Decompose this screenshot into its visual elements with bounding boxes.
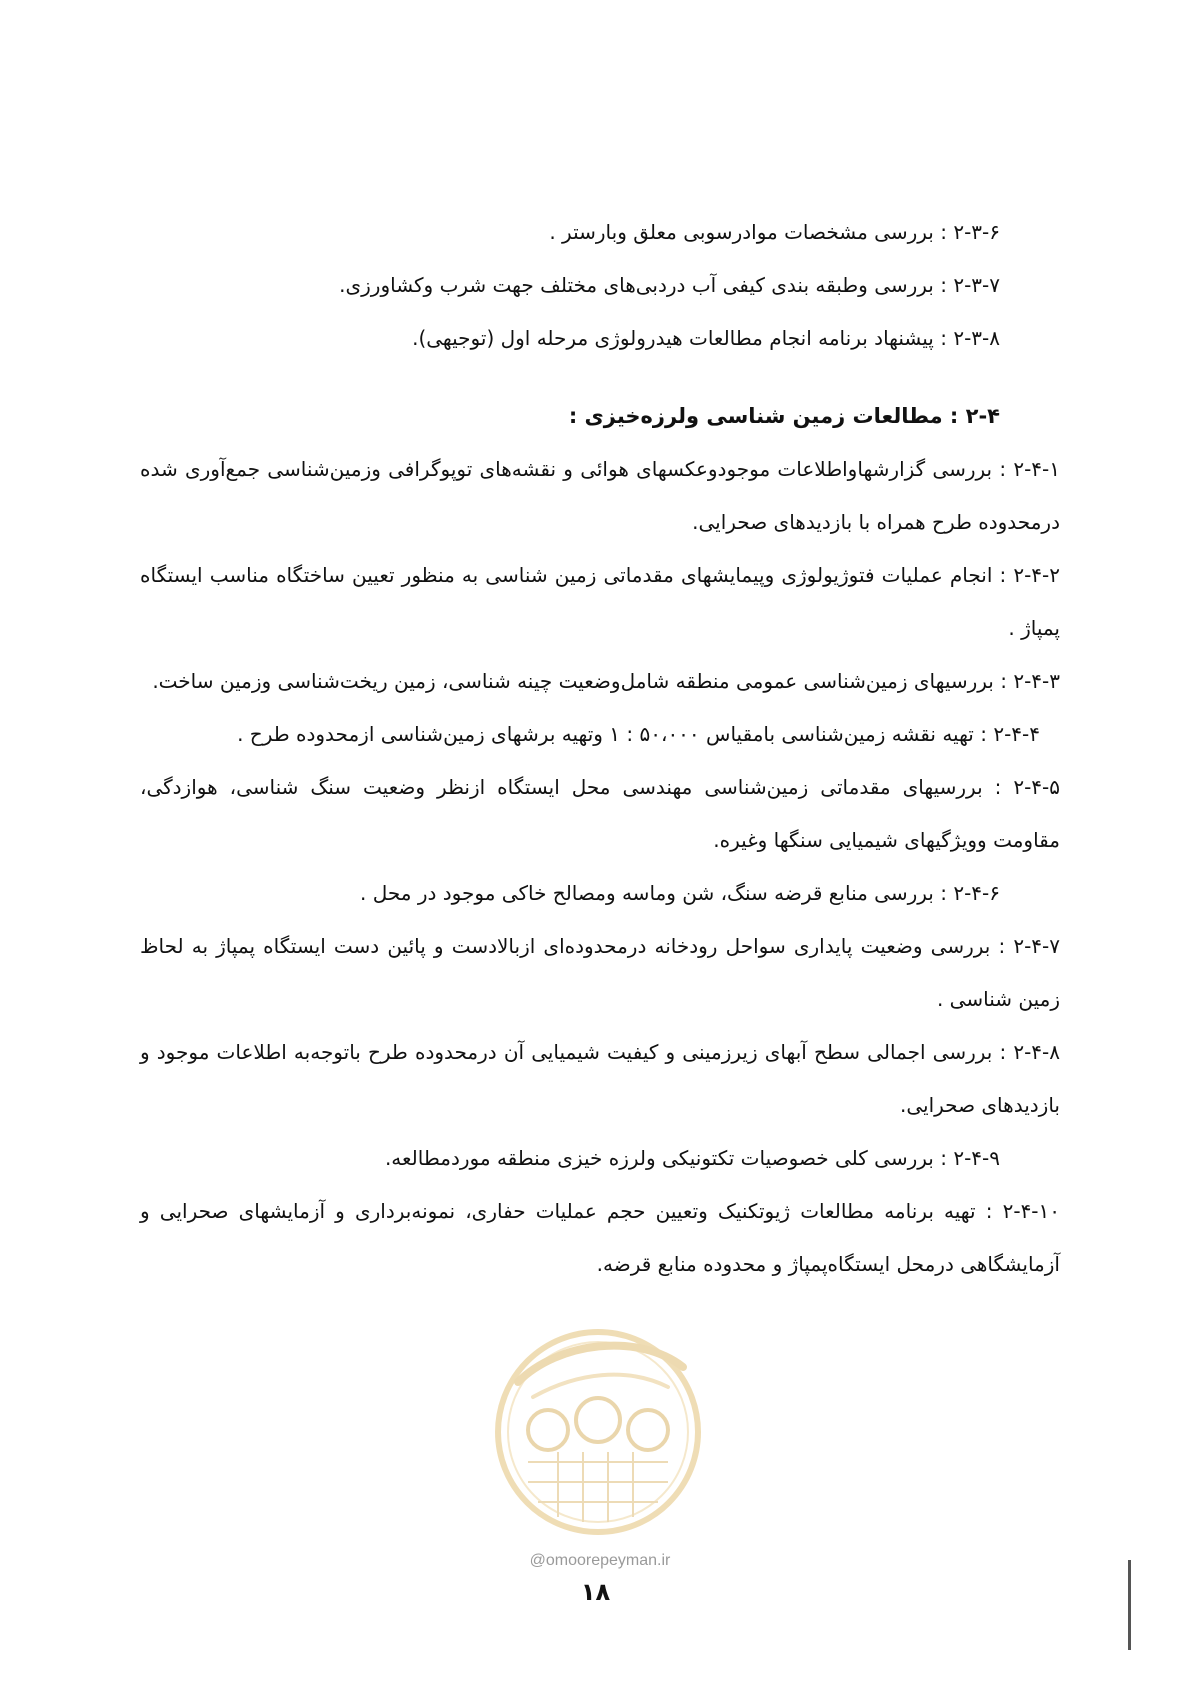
gear-icon [528, 1398, 668, 1450]
seal-grid [528, 1452, 668, 1522]
section-2-4 [140, 390, 1060, 1291]
item-number: ۲-۳-۶ [953, 220, 1000, 244]
list-item: ۲-۳-۷ : بررسی وطبقه بندی کیفی آب دردبی‌های مختلف جهت شرب وکشاورزی. [339, 273, 1000, 297]
heading-text: مطالعات زمین شناسی ولرزه‌خیزی : [568, 404, 943, 428]
section-heading: ۲-۴ : مطالعات زمین شناسی ولرزه‌خیزی : [568, 404, 1000, 428]
item-text: بررسی اجمالی سطح آبهای زیرزمینی و کیفیت شیمیایی آن درمحدوده طرح باتوجه‌به اطلاعات موجود و بازدیدهای صحرایی. [140, 1040, 1060, 1117]
item-text: بررسی وضعیت پایداری سواحل رودخانه درمحدوده‌ای ازبالادست و پائین دست ایستگاه پمپاژ به لحاظ زمین شناسی . [140, 934, 1060, 1011]
list-item: ۲-۳-۸ : پیشنهاد برنامه انجام مطالعات هیدرولوژی مرحله اول (توجیهی). [412, 326, 1000, 350]
item-number: ۲-۴-۶ [953, 881, 1000, 905]
list-item: ۲-۴-۸ : بررسی اجمالی سطح آبهای زیرزمینی و کیفیت شیمیایی آن درمحدوده طرح باتوجه‌به اطلاعات موجود و بازدیدهای صحرایی. [140, 1040, 1060, 1117]
item-text: بررسیهای زمین‌شناسی عمومی منطقه شامل‌وضعیت چینه شناسی، زمین ریخت‌شناسی وزمین ساخت. [152, 669, 994, 693]
item-text: تهیه نقشه زمین‌شناسی بامقیاس ۵۰،۰۰۰ : ۱ وتهیه برشهای زمین‌شناسی ازمحدوده طرح . [237, 722, 974, 746]
watermark-caption: @omoorepeyman.ir [529, 1552, 671, 1569]
list-item: ۲-۴-۱ : بررسی گزارشهاواطلاعات موجودوعکسهای هوائی و نقشه‌های توپوگرافی وزمین‌شناسی جمع‌آوری شده درمحدوده طرح همراه با بازدیدهای صحرایی. [140, 457, 1061, 534]
watermark-seal [488, 1312, 708, 1562]
item-number: ۲-۴-۴ [993, 722, 1040, 746]
scan-edge-mark [1128, 1560, 1131, 1650]
item-text: بررسی گزارشهاواطلاعات موجودوعکسهای هوائی و نقشه‌های توپوگرافی وزمین‌شناسی جمع‌آوری شده درمحدوده طرح همراه با بازدیدهای صحرایی. [140, 457, 1060, 534]
list-item: ۲-۳-۶ : بررسی مشخصات موادرسوبی معلق وبارستر . [549, 220, 1000, 244]
item-text: انجام عملیات فتوژیولوژی وپیمایشهای مقدماتی زمین شناسی به منظور تعیین ساختگاه مناسب ایستگاه پمپاژ . [140, 563, 1060, 640]
item-number: ۲-۴-۲ [1013, 563, 1060, 587]
list-item: ۲-۴-۱۰ : تهیه برنامه مطالعات ژیوتکنیک وتعیین حجم عملیات حفاری، نمونه‌برداری و آزمایشهای صحرایی و آزمایشگاهی درمحل ایستگاه‌پمپاژ و محدوده منابع قرضه. [140, 1199, 1061, 1276]
list-item: ۲-۴-۹ : بررسی کلی خصوصیات تکتونیکی ولرزه خیزی منطقه موردمطالعه. [384, 1146, 1000, 1170]
item-number: ۲-۴-۸ [1013, 1040, 1060, 1064]
item-number: ۲-۳-۷ [953, 273, 1000, 297]
list-item: ۲-۴-۷ : بررسی وضعیت پایداری سواحل رودخانه درمحدوده‌ای ازبالادست و پائین دست ایستگاه پمپاژ به لحاظ زمین شناسی . [140, 934, 1060, 1011]
item-text: بررسی وطبقه بندی کیفی آب دردبی‌های مختلف جهت شرب وکشاورزی. [339, 273, 934, 297]
list-item: ۲-۴-۵ : بررسیهای مقدماتی زمین‌شناسی مهندسی محل ایستگاه ازنظر وضعیت سنگ شناسی، هوازدگی، مقاومت وویژگیهای شیمیایی سنگها وغیره. [140, 775, 1061, 852]
item-text: بررسی منابع قرضه سنگ، شن وماسه ومصالح خاکی موجود در محل . [360, 881, 934, 905]
seal-calligraphy-accent [533, 1375, 668, 1397]
section-2-3-items [140, 206, 1060, 365]
list-item: ۲-۴-۶ : بررسی منابع قرضه سنگ، شن وماسه ومصالح خاکی موجود در محل . [360, 881, 1000, 905]
item-number: ۲-۴-۵ [1013, 775, 1061, 799]
list-item: ۲-۴-۲ : انجام عملیات فتوژیولوژی وپیمایشهای مقدماتی زمین شناسی به منظور تعیین ساختگاه مناسب ایستگاه پمپاژ . [140, 563, 1060, 640]
item-text: بررسی مشخصات موادرسوبی معلق وبارستر . [549, 220, 934, 244]
item-text: بررسیهای مقدماتی زمین‌شناسی مهندسی محل ایستگاه ازنظر وضعیت سنگ شناسی، هوازدگی، مقاومت وویژگیهای شیمیایی سنگها وغیره. [140, 775, 1060, 852]
item-number: ۲-۴-۱ [1013, 457, 1061, 481]
item-text: پیشنهاد برنامه انجام مطالعات هیدرولوژی مرحله اول (توجیهی). [412, 326, 934, 350]
item-number: ۲-۴-۹ [953, 1146, 1000, 1170]
item-text: بررسی کلی خصوصیات تکتونیکی ولرزه خیزی منطقه موردمطالعه. [384, 1146, 934, 1170]
item-text: تهیه برنامه مطالعات ژیوتکنیک وتعیین حجم عملیات حفاری، نمونه‌برداری و آزمایشهای صحرایی و آزمایشگاهی درمحل ایستگاه‌پمپاژ و محدوده منابع قرضه. [140, 1199, 1060, 1276]
page-number: ۱۸ [580, 1578, 611, 1606]
list-item: ۲-۴-۴ : تهیه نقشه زمین‌شناسی بامقیاس ۵۰،۰۰۰ : ۱ وتهیه برشهای زمین‌شناسی ازمحدوده طرح . [237, 722, 1040, 746]
heading-number: ۲-۴ [965, 404, 1000, 428]
item-number: ۲-۴-۷ [1013, 934, 1060, 958]
item-number: ۲-۴-۱۰ [1002, 1199, 1061, 1223]
item-number: ۲-۳-۸ [953, 326, 1000, 350]
item-number: ۲-۴-۳ [1013, 669, 1060, 693]
list-item: ۲-۴-۳ : بررسیهای زمین‌شناسی عمومی منطقه شامل‌وضعیت چینه شناسی، زمین ریخت‌شناسی وزمین ساخت. [152, 669, 1060, 693]
